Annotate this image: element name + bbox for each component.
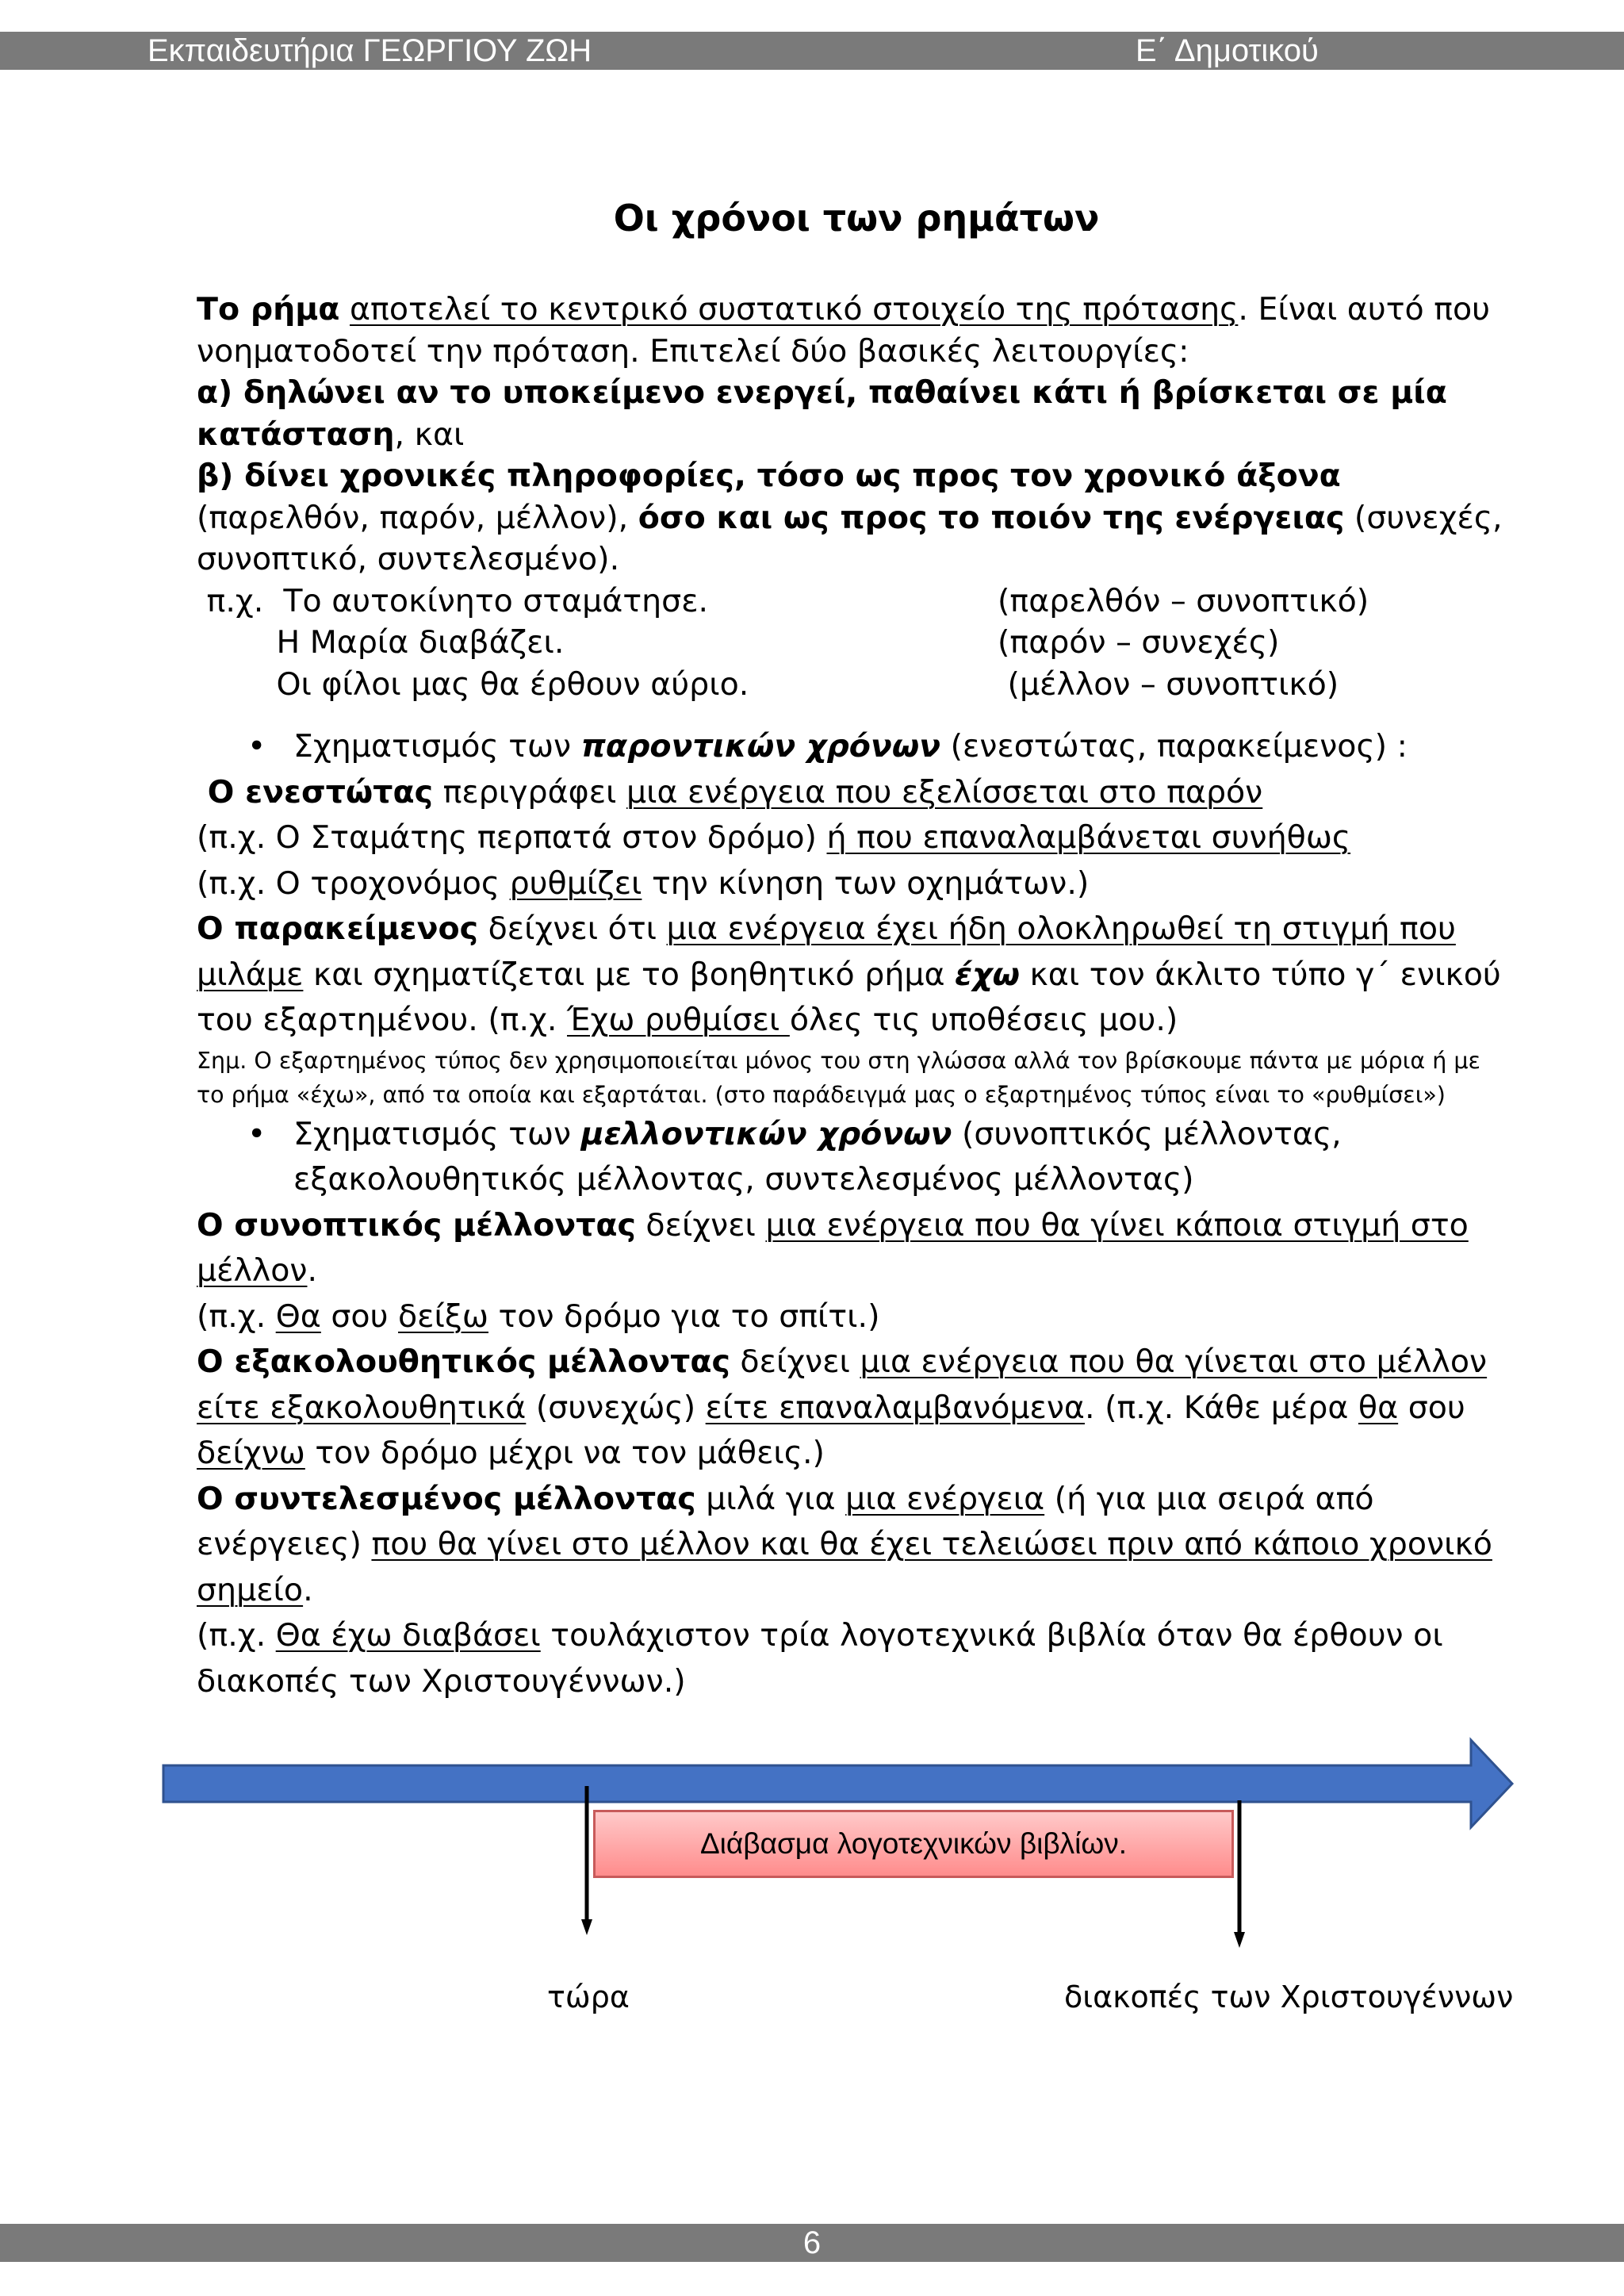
perfect-future-example [197, 1613, 1513, 1704]
example-row [197, 581, 1513, 623]
main-content [197, 289, 1513, 1704]
text [339, 291, 350, 328]
text: (π.χ. [197, 1617, 276, 1654]
underlined-text: ρυθμίζει [509, 864, 642, 902]
text: τουλάχιστον τρία λογοτεχνικά βιβλία όταν θα έρθουν οι διακοπές των Χριστουγέννων.) [197, 1617, 1443, 1700]
bold-text: όσο και ως προς το ποιόν της ενέργειας [638, 499, 1345, 536]
school-name: Εκπαιδευτήρια ΓΕΩΡΓΙΟΥ ΖΩΗ [147, 33, 592, 68]
intro-paragraph [197, 289, 1513, 372]
text: τον δρόμο μέχρι να τον μάθεις.) [304, 1435, 825, 1471]
holiday-marker-arrowhead [1234, 1932, 1245, 1948]
example-tag: (μέλλον – συνοπτικό) [998, 665, 1339, 703]
underlined-text: Θα έχω διαβάσει [275, 1617, 541, 1654]
present-bullet [197, 724, 1513, 770]
continuous-future-paragraph [197, 1340, 1513, 1477]
bullet-icon: • [247, 1115, 266, 1152]
bold-italic-text: παροντικών χρόνων [580, 728, 941, 765]
page-title: Οι χρόνοι των ρημάτων [613, 197, 1100, 240]
text: (π.χ. [197, 1297, 276, 1335]
text: (παρελθόν, παρόν, μέλλον), [197, 499, 638, 536]
function-b [197, 455, 1513, 581]
term-continuous-future: Ο εξακολουθητικός μέλλοντας [197, 1343, 730, 1380]
future-bullet [197, 1112, 1513, 1203]
example-sentence: Η Μαρία διαβάζει. [197, 624, 565, 661]
underlined-text: μια ενέργεια [845, 1480, 1045, 1517]
present-tense-paragraph [197, 770, 1513, 816]
underlined-text: που θα γίνει στο μέλλον και θα έχει τελειώσει πριν από κάποιο χρονικό σημείο [197, 1526, 1492, 1608]
text: Σχηματισμός των [293, 728, 581, 765]
text: (ή για μια σειρά από ενέργειες) [197, 1480, 1374, 1562]
text: την κίνηση των οχημάτων.) [642, 864, 1090, 902]
example-tag: (παρόν – συνεχές) [998, 624, 1280, 661]
text: . [307, 1252, 318, 1289]
text: (συνοπτικός μέλλοντας, εξακολουθητικός μέλλοντας, συντελεσμένος μέλλοντας) [293, 1115, 1342, 1198]
footer-bar [0, 2224, 1624, 2262]
text: (π.χ. Ο Σταμάτης περπατά στον δρόμο) [197, 819, 827, 856]
bold-text: β) δίνει χρονικές πληροφορίες, τόσο ως προς τον χρονικό άξονα [197, 458, 1341, 494]
note-paragraph: Σημ. Ο εξαρτημένος τύπος δεν χρησιμοποιείται μόνος του στη γλώσσα αλλά τον βρίσκουμε πάντα με μόρια ή με το ρήμα «έχω», από τα οποία και εξαρτάται. (στο παράδειγμά μας ο εξαρτημένος τύπος είναι το «ρυθμίσει») [197, 1047, 1480, 1108]
header-bar [0, 32, 1624, 70]
example-row [197, 664, 1513, 706]
underlined-text: δείξω [398, 1297, 488, 1335]
text: περιγράφει [433, 773, 626, 811]
underlined-text: αποτελεί το κεντρικό συστατικό στοιχείο της πρότασης [350, 291, 1239, 328]
page-number: 6 [802, 2225, 822, 2260]
text: . Είναι αυτό που νοηματοδοτεί την πρόταση. Επιτελεί δύο βασικές λειτουργίες: [197, 291, 1491, 370]
text: και σχηματίζεται με το βοηθητικό ρήμα [303, 956, 956, 993]
now-marker-arrowhead [581, 1919, 592, 1935]
underlined-text: μια ενέργεια έχει ήδη ολοκληρωθεί τη στιγμή που μιλάμε [197, 910, 1456, 993]
present-example-2 [197, 861, 1513, 907]
underlined-text: Έχω ρυθμίσει [567, 1002, 790, 1038]
reading-period-box: Διάβασμα λογοτεχνικών βιβλίων. [593, 1810, 1234, 1878]
term-perfect-future: Ο συντελεσμένος μέλλοντας [197, 1480, 696, 1517]
bold-italic-text: μελλοντικών χρόνων [580, 1115, 952, 1152]
bold-italic-text: έχω [955, 956, 1020, 993]
text: σου [1398, 1389, 1465, 1426]
text: . [303, 1571, 313, 1608]
underlined-text: μια ενέργεια που θα γίνει κάποια στιγμή στο μέλλον [197, 1206, 1469, 1289]
function-a [197, 372, 1513, 455]
text: μιλά για [695, 1480, 846, 1517]
underlined-text: ή που επαναλαμβάνεται συνήθως [826, 819, 1351, 856]
term-simple-future: Ο συνοπτικός μέλλοντας [197, 1206, 636, 1244]
text: (συνεχώς) [526, 1389, 706, 1426]
text: , και [394, 416, 465, 453]
text: (συνεχές, συνοπτικό, συντελεσμένο). [197, 499, 1503, 577]
now-label: τώρα [547, 1980, 630, 2014]
text: και τον άκλιτο τύπο γ΄ ενικού του εξαρτημένου. (π.χ. [197, 956, 1501, 1038]
example-row [197, 622, 1513, 664]
text: (ενεστώτας, παρακείμενος) : [940, 728, 1408, 765]
text: τον δρόμο για το σπίτι.) [488, 1297, 880, 1335]
text: Σχηματισμός των [293, 1115, 581, 1152]
example-tag: (παρελθόν – συνοπτικό) [998, 582, 1369, 619]
underlined-text: θα [1358, 1389, 1399, 1426]
present-example-1 [197, 815, 1513, 861]
bullet-icon: • [247, 728, 266, 765]
holiday-label: διακοπές των Χριστουγέννων [1064, 1980, 1514, 2014]
example-sentence: Οι φίλοι μας θα έρθουν αύριο. [197, 665, 749, 703]
term-perfect: Ο παρακείμενος [197, 910, 479, 947]
simple-future-paragraph [197, 1203, 1513, 1294]
text: . (π.χ. Κάθε μέρα [1084, 1389, 1358, 1426]
simple-future-example [197, 1294, 1513, 1340]
text: σου [320, 1297, 398, 1335]
grade-label: Ε΄ Δημοτικού [1136, 33, 1319, 68]
bold-text: α) δηλώνει αν το υποκείμενο ενεργεί, παθαίνει κάτι ή βρίσκεται σε μία κατάσταση [197, 374, 1447, 453]
text: δείχνει [730, 1343, 860, 1380]
text: (π.χ. Ο τροχονόμος [197, 864, 510, 902]
underlined-text: μια ενέργεια που θα γίνεται στο μέλλον είτε εξακολουθητικά [197, 1343, 1488, 1426]
term-verb: Το ρήμα [197, 291, 340, 328]
text: όλες τις υποθέσεις μου.) [789, 1002, 1178, 1038]
underlined-text: μια ενέργεια που εξελίσσεται στο παρόν [626, 773, 1263, 811]
perfect-future-paragraph [197, 1477, 1513, 1614]
underlined-text: είτε επαναλαμβανόμενα [705, 1389, 1085, 1426]
underlined-text: δείχνω [197, 1435, 305, 1471]
text: δείχνει [635, 1206, 766, 1244]
text: δείχνει ότι [478, 910, 667, 947]
underlined-text: Θα [275, 1297, 321, 1335]
example-sentence: π.χ. Το αυτοκίνητο σταμάτησε. [197, 582, 709, 619]
perfect-paragraph [197, 907, 1513, 1044]
term-present: Ο ενεστώτας [197, 773, 434, 811]
